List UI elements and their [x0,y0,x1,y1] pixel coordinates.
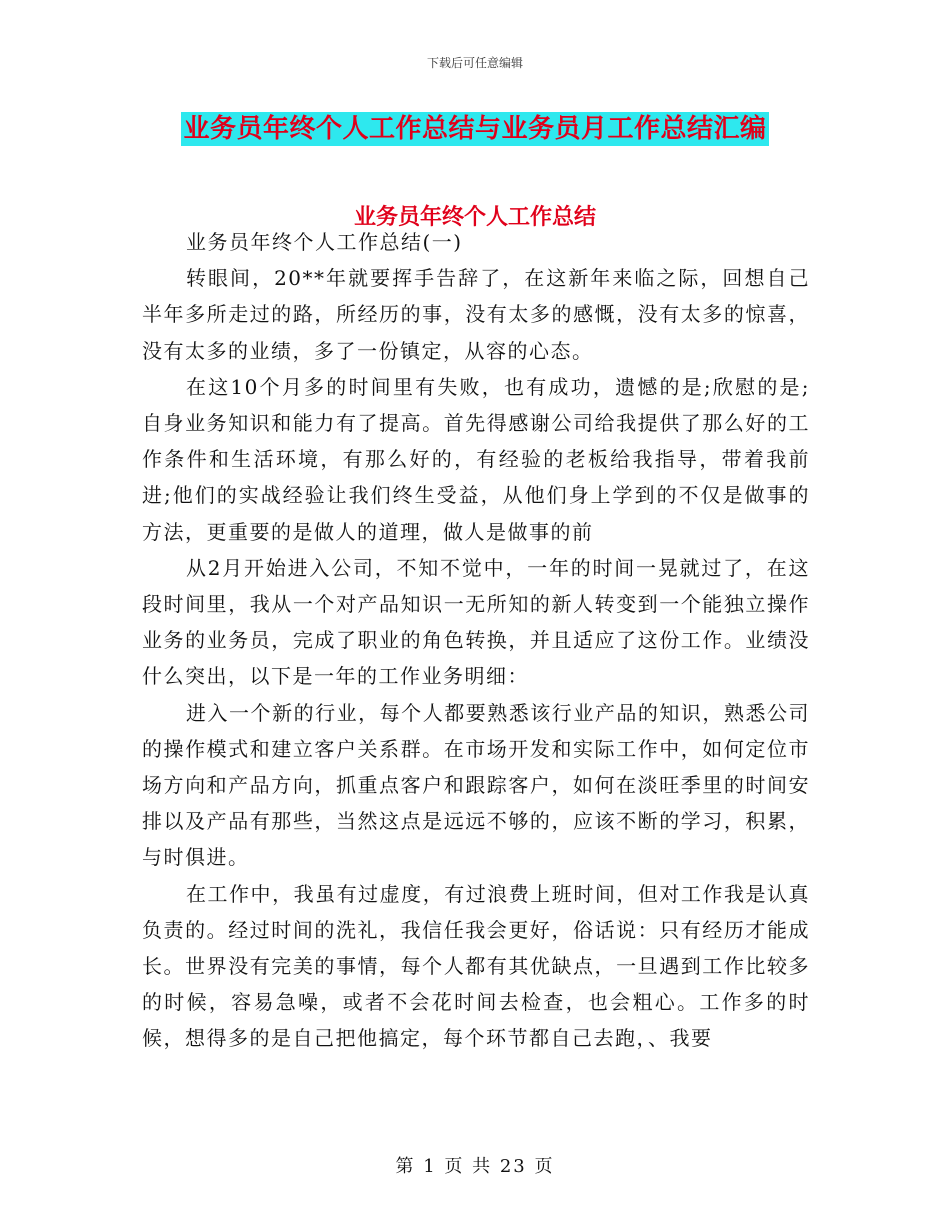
paragraph: 在工作中，我虽有过虚度，有过浪费上班时间，但对工作我是认真负责的。经过时间的洗礼，我信任我会更好，俗话说：只有经历才能成长。世界没有完美的事情，每个人都有其优缺点，一旦遇到工作比较多的时候，容易急噪，或者不会花时间去检查，也会粗心。工作多的时候，想得多的是自己把他搞定，每个环节都自己去跑，、我要 [142,881,810,1051]
paragraph: 转眼间，20**年就要挥手告辞了，在这新年来临之际，回想自己半年多所走过的路，所经历的事，没有太多的感慨，没有太多的惊喜，没有太多的业绩，多了一份镇定，从容的心态。 [142,266,810,363]
section-title: 业务员年终个人工作总结 [353,204,596,230]
paragraph-subtitle: 业务员年终个人工作总结(一) [186,230,463,254]
document-title: 业务员年终个人工作总结与业务员月工作总结汇编 [183,114,767,144]
paragraph: 进入一个新的行业，每个人都要熟悉该行业产品的知识，熟悉公司的操作模式和建立客户关系群。在市场开发和实际工作中，如何定位市场方向和产品方向，抓重点客户和跟踪客户，如何在淡旺季里的时间安排以及产品有那些，当然这点是远远不够的，应该不断的学习，积累，与时俱进。 [142,700,810,870]
paragraph: 从2月开始进入公司，不知不觉中，一年的时间一晃就过了，在这段时间里，我从一个对产品知识一无所知的新人转变到一个能独立操作业务的业务员，完成了职业的角色转换，并且适应了这份工作。业绩没什么突出，以下是一年的工作业务明细： [142,555,810,689]
paragraph: 在这10个月多的时间里有失败，也有成功，遗憾的是;欣慰的是;自身业务知识和能力有了提高。首先得感谢公司给我提供了那么好的工作条件和生活环境，有那么好的，有经验的老板给我指导，带着我前进;他们的实战经验让我们终生受益，从他们身上学到的不仅是做事的方法，更重要的是做人的道理，做人是做事的前 [142,374,810,544]
page-footer: 第 1 页 共 23 页 [395,1156,555,1177]
document-body [142,224,810,1057]
document-title-wrap [0,112,950,146]
header-note: 下载后可任意编辑 [426,56,523,70]
